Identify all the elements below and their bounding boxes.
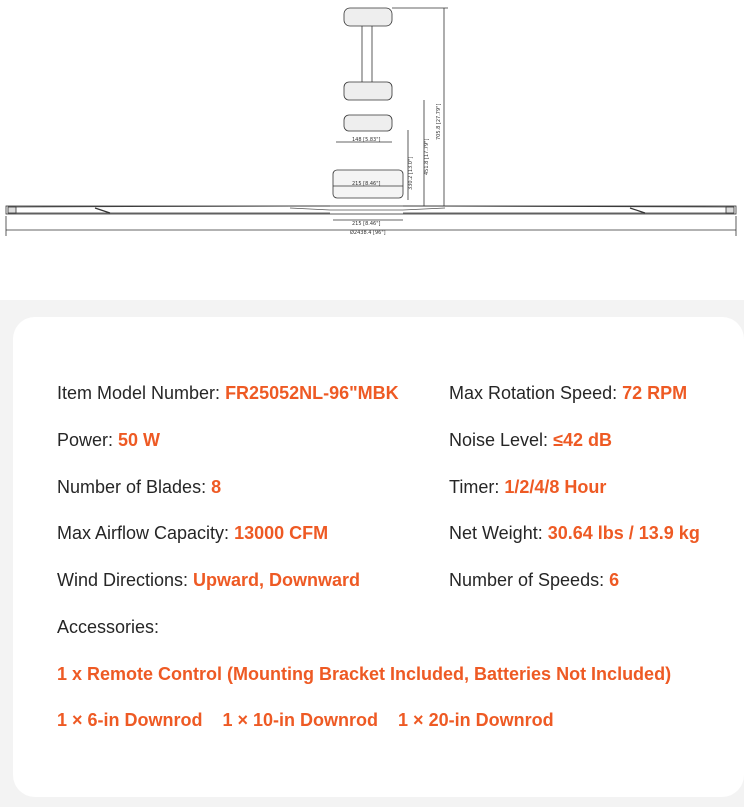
spec-label: Item Model Number: [57,383,226,403]
spec-noise-level [449,429,612,451]
accessories-heading: Accessories: [57,617,160,637]
spec-power [57,429,160,451]
spec-label: Max Rotation Speed: [449,383,623,403]
spec-label: Max Airflow Capacity: [57,523,235,543]
spec-value: 1/2/4/8 Hour [504,477,607,497]
fan-dimension-drawing [0,0,744,300]
spec-value: FR25052NL-96"MBK [225,383,399,403]
spec-value: 13000 CFM [234,523,329,543]
downrod-10in: 1 × 10-in Downrod [222,710,379,730]
spec-label: Net Weight: [449,523,548,543]
spec-net-weight [449,522,700,544]
spec-timer [449,476,606,498]
spec-card [13,317,744,797]
spec-label: Noise Level: [449,430,554,450]
dim-span: Ø2438.4 [96"] [350,230,386,236]
spec-label: Number of Blades: [57,477,212,497]
spec-model-number [57,382,399,404]
dim-height-1: 330.2 [13.0"] [408,156,414,190]
spec-airflow [57,522,328,544]
downrod-20in: 1 × 20-in Downrod [398,710,554,730]
spec-value: 8 [211,477,222,497]
spec-label: Power: [57,430,119,450]
dim-height-2: 451.8 [17.79"] [424,138,430,175]
accessory-downrods [57,709,554,731]
spec-label: Number of Speeds: [449,570,610,590]
spec-value: Upward, Downward [193,570,361,590]
spec-value: 30.64 lbs / 13.9 kg [547,523,700,543]
spec-label: Timer: [449,477,505,497]
spec-value: 50 W [118,430,161,450]
spec-wind-directions [57,569,360,591]
spec-label: Wind Directions: [57,570,194,590]
spec-value: 72 RPM [622,383,688,403]
spec-blades [57,476,221,498]
spec-rotation-speed [449,382,687,404]
accessory-remote-control: 1 x Remote Control (Mounting Bracket Included, Batteries Not Included) [57,664,672,684]
spec-value: 6 [609,570,620,590]
dim-height-3: 705.8 [27.79"] [436,103,442,140]
downrod-6in: 1 × 6-in Downrod [57,710,203,730]
spec-value: ≤42 dB [553,430,612,450]
fan-diagram [0,0,744,300]
spec-number-of-speeds [449,569,619,591]
dim-housing-width-bottom: 215 [8.46"] [352,221,381,227]
dim-housing-width-top: 215 [8.46"] [352,181,381,187]
dim-canopy-width: 148 [5.83"] [352,137,381,143]
